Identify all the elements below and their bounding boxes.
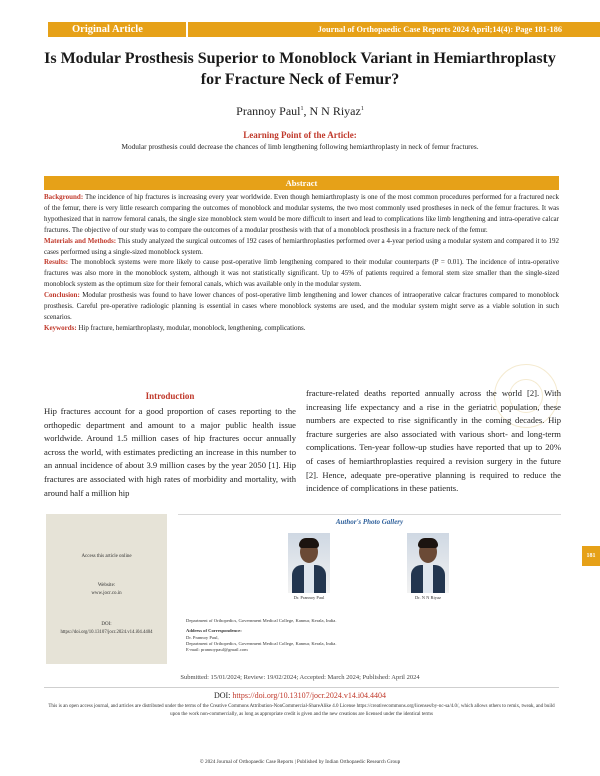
website-label: Website: xyxy=(97,583,116,588)
affiliation-department: Department of Orthopedics, Government Medical College, Kannur, Kerala, India. xyxy=(186,618,337,623)
license-text: This is an open access journal, and articles are distributed under the terms of the Creative Commons Attribution-NonCommercial-ShareAlike 4.0 License https://creativecommons.org/licenses/by-nc-sa/4.0/, which allows others to remix, tweak, and build upon the work non-commercially, as long as appropriate credit is given and the new creations are licensed under the identical terms xyxy=(48,704,555,717)
correspondence-address: Department of Orthopedics, Government Medical College, Kannur, Kerala, India. xyxy=(186,640,337,646)
author-photo xyxy=(288,533,330,593)
copyright-footer: © 2024 Journal of Orthopaedic Case Reports | Published by Indian Orthopaedic Research Group xyxy=(199,759,401,765)
correspondence-email[interactable]: E-mail: prannoypaul@gmail.com xyxy=(186,647,248,653)
learning-point-heading: Learning Point of the Article: xyxy=(243,130,357,140)
doi-label: DOI: xyxy=(101,622,112,627)
abstract-body xyxy=(44,192,559,334)
author-affiliation-mark: 1 xyxy=(360,106,364,112)
author-photo-caption: Dr. N N Riyaz xyxy=(415,595,441,600)
author-photo xyxy=(407,533,449,593)
access-online-label: Access this article online xyxy=(81,554,132,559)
article-title: Is Modular Prosthesis Superior to Monoblock Variant in Hemiarthroplasty for Fracture Neck of Femur? xyxy=(44,50,556,88)
author-photo-gallery xyxy=(178,514,561,610)
article-type-tag: Original Article xyxy=(48,22,186,37)
affiliation-block xyxy=(186,618,546,653)
introduction-heading: Introduction xyxy=(145,391,195,401)
abstract-results: Results: The monoblock systems were more likely to cause post-operative limb lengthening compared to their modular counterparts (P = 0.01). The incidence of intra-operative fractures was also more in the monoblock system, although it was not statistically significant. Up to 45% of patients required a femoral stem size smaller than the single-sized monoblock system as the optimum size for their femoral canals, which was available only in the modular system. xyxy=(44,258,560,289)
abstract-conclusion: Conclusion: Modular prosthesis was found to have lower chances of post-operative limb lengthening and lower chances of intraoperative calcar fractures compared to monoblock prosthesis. Careful pre-operative radiologic planning is essential in cases where monoblock systems are used, and the modular system might serve as a viable solution in such scenarios. xyxy=(44,291,560,321)
author-affiliation-mark: 1 xyxy=(300,106,304,112)
correspondence-label: Address of Correspondence: xyxy=(186,628,242,634)
author-name: Prannoy Paul xyxy=(236,104,301,118)
learning-point-text: Modular prosthesis could decrease the chances of limb lengthening following hemiarthroplasty in neck of femur fractures. xyxy=(121,142,479,151)
header-bar xyxy=(0,0,600,37)
doi-footer-link[interactable]: https://doi.org/10.13107/jocr.2024.v14.i04.4404 xyxy=(232,691,387,700)
correspondence-name: Dr. Prannoy Paul, xyxy=(186,634,219,640)
page-number-tab: 181 xyxy=(582,546,600,566)
author-photo-caption: Dr. Prannoy Paul xyxy=(293,595,325,600)
introduction-left-column: Hip fractures account for a good proportion of cases reporting to the orthopedic department and amount to a major public health issue worldwide. Around 1.5 million cases of hip fractures occur annually across the world, with estimates predicting an increase in this number to an annual incidence of about 3.9 million cases by the year 2050 [1]. Hip fractures are associated with high rates of morbidity and mortality, with around half a million hip xyxy=(44,406,296,498)
author-name: N N Riyaz xyxy=(309,104,361,118)
abstract-background: Background: The incidence of hip fractures is increasing every year worldwide. Even though hemiarthroplasty is one of the most common procedures performed for a fractured neck of the femur, there is very little research comparing the outcomes of monoblock and modular systems, the two most commonly used prostheses in neck of the femur fractures. It was hypothesized that in narrow femoral canals, the single size monoblock stem would be more difficult to insert and lead to complications like limb lengthening and intra-operative calcar fractures. The objective of our study was to compare the outcomes of a modular prosthesis with that of a monoblock prosthesis in a fracture neck of the femur. xyxy=(44,193,559,234)
website-link[interactable]: www.jocr.co.in xyxy=(91,591,122,596)
introduction-right-column: fracture-related deaths reported annually across the world [2]. With increasing life expectancy and a rise in the geriatric population, these numbers are expected to rise significantly in the coming decades. Hip fracture surgeries are also associated with various short- and long-term complications. Ten-year follow-up studies have reported that up to 20% of cases of hemiarthroplasties required a revision surgery in the future [2]. Hence, adequate pre-operative planning is required to reduce the incidence of complications in these patients. xyxy=(306,388,561,494)
submission-dates: Submitted: 15/01/2024; Review: 19/02/2024; Accepted: March 2024; Published: April 2024 xyxy=(180,674,420,681)
abstract-keywords: Keywords: Hip fracture, hemiarthroplasty, modular, monoblock, lengthening, complications. xyxy=(44,323,306,332)
article-access-box xyxy=(46,514,167,664)
divider xyxy=(44,687,559,688)
abstract-methods: Materials and Methods: This study analyzed the surgical outcomes of 192 cases of hemiarthroplasties performed over a 4-year period using a modular system and compared it to 192 cases performed using a single-sized monoblock system. xyxy=(44,236,559,256)
gallery-title: Author's Photo Gallery xyxy=(335,518,404,526)
author-list: Prannoy Paul$^1$, N N Riyaz$^1$ xyxy=(236,104,364,118)
journal-citation: Journal of Orthopaedic Case Reports 2024 April;14(4): Page 181-186 xyxy=(188,22,600,37)
abstract-heading: Abstract xyxy=(44,176,559,190)
doi-line: DOI: https://doi.org/10.13107/jocr.2024.v14.i04.4404 xyxy=(213,691,387,700)
doi-link[interactable]: https://doi.org/10.13107/jocr.2024.v14.i04.4404 xyxy=(60,630,153,635)
